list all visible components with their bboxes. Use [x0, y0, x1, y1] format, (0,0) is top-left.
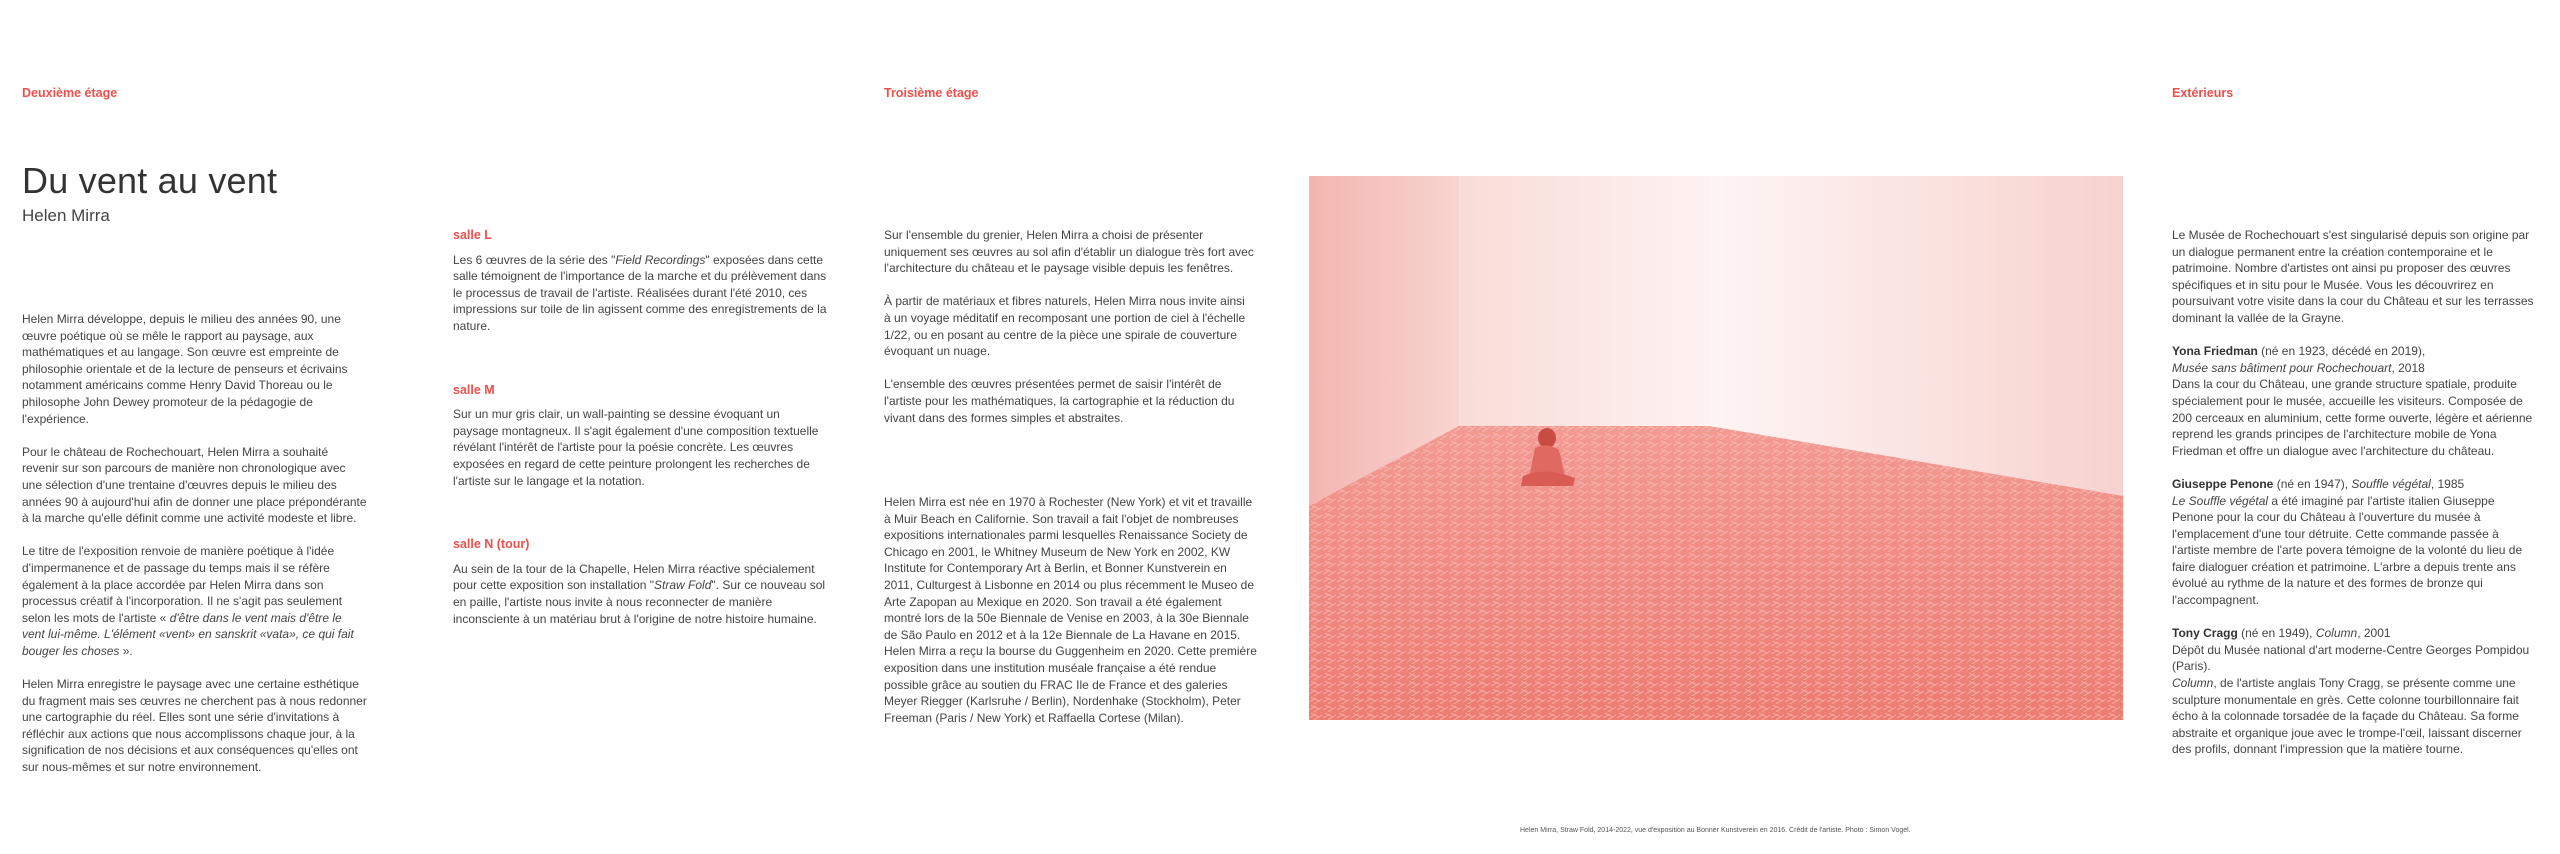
paragraph-title-meaning	[22, 543, 367, 659]
section-title-deuxieme-etage: Deuxième étage	[22, 86, 118, 100]
text-part: Au sein de la tour de la Chapelle, Helen Mirra réactive spécialement pour cette exposition son installation "	[453, 561, 815, 593]
artwork-penone	[2172, 476, 2537, 609]
artist-dates: (né en 1949),	[2237, 626, 2316, 641]
paragraph: Pour le château de Rochechouart, Helen Mirra a souhaité revenir sur son parcours de manière non chronologique avec une sélection d'une trentaine d'œuvres depuis le milieu des années 90 à aujourd'hui afin de donner une place prépondérante à la marche qu'elle définit comme une activité modeste et libre.	[22, 444, 367, 526]
artwork-title: Column	[2315, 626, 2358, 641]
artist-quote: d'être dans le vent mais d'être le vent lui-même. L'élément «vent» en sanskrit «vata», ce qui fait bouger les choses	[22, 610, 354, 658]
artwork-description: , de l'artiste anglais Tony Cragg, se présente comme une sculpture monumentale en grès. Cette colonne tourbillonnaire fait écho à la colonnade torsadée de la façade du Château. Sa forme abstraite et organique joue avec le trompe-l'œil, laissant discerner des profils, donnant l'impression que la matière tourne.	[2172, 676, 2522, 757]
paragraph-text: ».	[119, 643, 133, 658]
artist-dates: (né en 1923, décédé en 2019),	[2257, 344, 2426, 359]
text-part: ". Sur ce nouveau sol en paille, l'artiste nous invite à nous reconnecter de manière inconsciente à un matériau brut à l'origine de notre histoire humaine.	[453, 578, 826, 626]
artwork-title: Souffle végétal	[2351, 476, 2431, 491]
artwork-year: , 1985	[2430, 476, 2465, 491]
artwork-year: , 2001	[2357, 626, 2391, 641]
installation-photo	[1309, 176, 2123, 720]
salles-column	[453, 227, 828, 627]
artwork-title: Musée sans bâtiment pour Rochechouart	[2172, 360, 2392, 375]
paragraph: Sur l'ensemble du grenier, Helen Mirra a choisi de présenter uniquement ses œuvres au sol afin d'établir un dialogue très fort avec l'architecture du château et le paysage visible depuis les fenêtres.	[884, 228, 1254, 276]
section-title-troisieme-etage: Troisième étage	[884, 86, 979, 100]
work-title: Straw Fold	[654, 578, 712, 593]
salle-m-text: Sur un mur gris clair, un wall-painting se dessine évoquant un paysage montagneux. Il s'agit également d'une composition textuelle révélant l'intérêt de l'artiste pour la poésie concrète. Les œuvres exposées en regard de cette peinture prolongent les recherches de l'artiste sur le langage et la notation.	[453, 407, 819, 488]
artwork-friedman	[2172, 343, 2537, 459]
artwork-deposit: Dépôt du Musée national d'art moderne-Centre Georges Pompidou (Paris).	[2172, 642, 2530, 674]
salle-l-text	[453, 252, 828, 335]
text-part: Les 6 œuvres de la série des "	[453, 252, 616, 267]
work-title: Field Recordings	[615, 252, 706, 267]
artist-name: Giuseppe Penone	[2172, 476, 2274, 491]
paragraph: Helen Mirra développe, depuis le milieu des années 90, une œuvre poétique où se mêle le rapport au paysage, aux mathématiques et au langage. Son œuvre est empreinte de philosophie orientale et de la lecture de penseurs et écrivains notamment américains comme Henry David Thoreau ou le philosophe John Dewey promoteur de la pédagogie de l'expérience.	[22, 312, 348, 426]
paragraph: Helen Mirra enregistre le paysage avec une certaine esthétique du fragment mais ses œuvres ne cherchent pas à nous redonner une cartographie du réel. Elles sont une série d'invitations à réfléchir aux actions que nous accomplissons chaque jour, à la signification de nos décisions et aux conséquences qu'elles ont sur nous-mêmes et sur notre environnement.	[22, 677, 367, 775]
back-wall	[1459, 176, 1709, 426]
salle-n-text	[453, 561, 828, 627]
artist-subtitle: Helen Mirra	[22, 206, 110, 225]
straw-room-illustration	[1309, 176, 2123, 720]
paragraph-text: Le titre de l'exposition renvoie de manière poétique à l'idée d'impermanence et de passage du temps mais il se réfère également à la place accordée par Helen Mirra dans son processus créatif à l'incorporation. Il ne s'agit pas seulement selon les mots de l'artiste «	[22, 544, 343, 625]
artist-name: Tony Cragg	[2172, 626, 2238, 641]
artwork-year: , 2018	[2391, 360, 2425, 375]
artwork-description: a été imaginé par l'artiste italien Giuseppe Penone pour la cour du Château à l'ouverture du musée à l'emplacement d'une tour détruite. Cette commande passée à l'artiste membre de l'arte povera témoigne de la volonté du lieu de faire dialoguer création et patrimoine. L'arbre a depuis trente ans évolué au rythme de la nature et des formes de bronze qui l'accompagnent.	[2172, 493, 2523, 608]
text-part: " exposées dans cette salle témoignent de l'importance de la marche et du prélèvement dans le processus de travail de l'artiste. Réalisées durant l'été 2010, ces impressions sur toile de lin agissent comme des enregistrements de la nature.	[453, 252, 827, 333]
artist-biography: Helen Mirra est née en 1970 à Rochester (New York) et vit et travaille à Muir Beach en Californie. Son travail a fait l'objet de nombreuses expositions internationales parmi lesquelles Renaissance Society de Chicago en 2001, le Whitney Museum de New York en 2002, KW Institute for Contemporary Art à Berlin, et Bonner Kunstverein en 2011, Culturgest à Lisbonne en 2014 ou plus récemment le Museo de Arte Zapopan au Mexique en 2020. Son travail a été également montré lors de la 50e Biennale de Venise en 2003, à la 30e Biennale de São Paulo en 2012 et à la 12e Biennale de La Havane en 2015. Helen Mirra a reçu la bourse du Guggenheim en 2020. Cette première exposition dans une institution muséale française a été rendue possible grâce au soutien du FRAC Ile de France et des galeries Meyer Riegger (Karlsruhe / Berlin), Nordenhake (Stockholm), Peter Freeman (Paris / New York) et Raffaella Cortese (Milan).	[884, 495, 1257, 725]
artwork-description: Dans la cour du Château, une grande structure spatiale, produite spécialement pour le musée, accueille les visiteurs. Composée de 200 cerceaux en aluminium, cette forme ouverte, légère et aérienne reprend les grands principes de l'architecture mobile de Yona Friedman et offre un dialogue avec l'architecture du château.	[2172, 377, 2533, 458]
artwork-cragg	[2172, 625, 2537, 758]
salle-n-title: salle N (tour)	[453, 537, 530, 552]
paragraph: L'ensemble des œuvres présentées permet de saisir l'intérêt de l'artiste pour les mathématiques, la cartographie et la réduction du vivant dans des formes simples et abstraites.	[884, 377, 1235, 425]
salle-l-title: salle L	[453, 228, 492, 242]
artist-name: Yona Friedman	[2172, 344, 2258, 359]
artwork-title: Le Souffle végétal	[2172, 493, 2269, 508]
salle-m-title: salle M	[453, 382, 495, 397]
exhibition-title: Du vent au vent	[22, 160, 278, 201]
intro-text	[22, 311, 367, 776]
artist-dates: (né en 1947),	[2273, 476, 2352, 491]
artwork-title: Column	[2172, 676, 2214, 691]
section-title-exterieurs: Extérieurs	[2172, 86, 2234, 100]
photo-caption: Helen Mirra, Straw Fold, 2014-2022, vue d'exposition au Bonner Kunstverein en 2016. Crédit de l'artiste. Photo : Simon Vogel.	[1520, 827, 1911, 834]
paragraph: À partir de matériaux et fibres naturels, Helen Mirra nous invite ainsi à un voyage méditatif en recomposant une portion de ciel à l'échelle 1/22, ou en posant au centre de la pièce une spirale de couverture évoquant un nuage.	[884, 294, 1246, 359]
paragraph: Le Musée de Rochechouart s'est singularisé depuis son origine par un dialogue permanent entre la création contemporaine et le patrimoine. Nombre d'artistes ont ainsi pu proposer des œuvres spécifiques et in situ pour le Musée. Vous les découvrirez en poursuivant votre visite dans la cour du Château et sur les terrasses dominant la vallée de la Grayne.	[2172, 228, 2534, 325]
troisieme-etage-text	[884, 227, 1254, 426]
exterieurs-text	[2172, 227, 2537, 758]
